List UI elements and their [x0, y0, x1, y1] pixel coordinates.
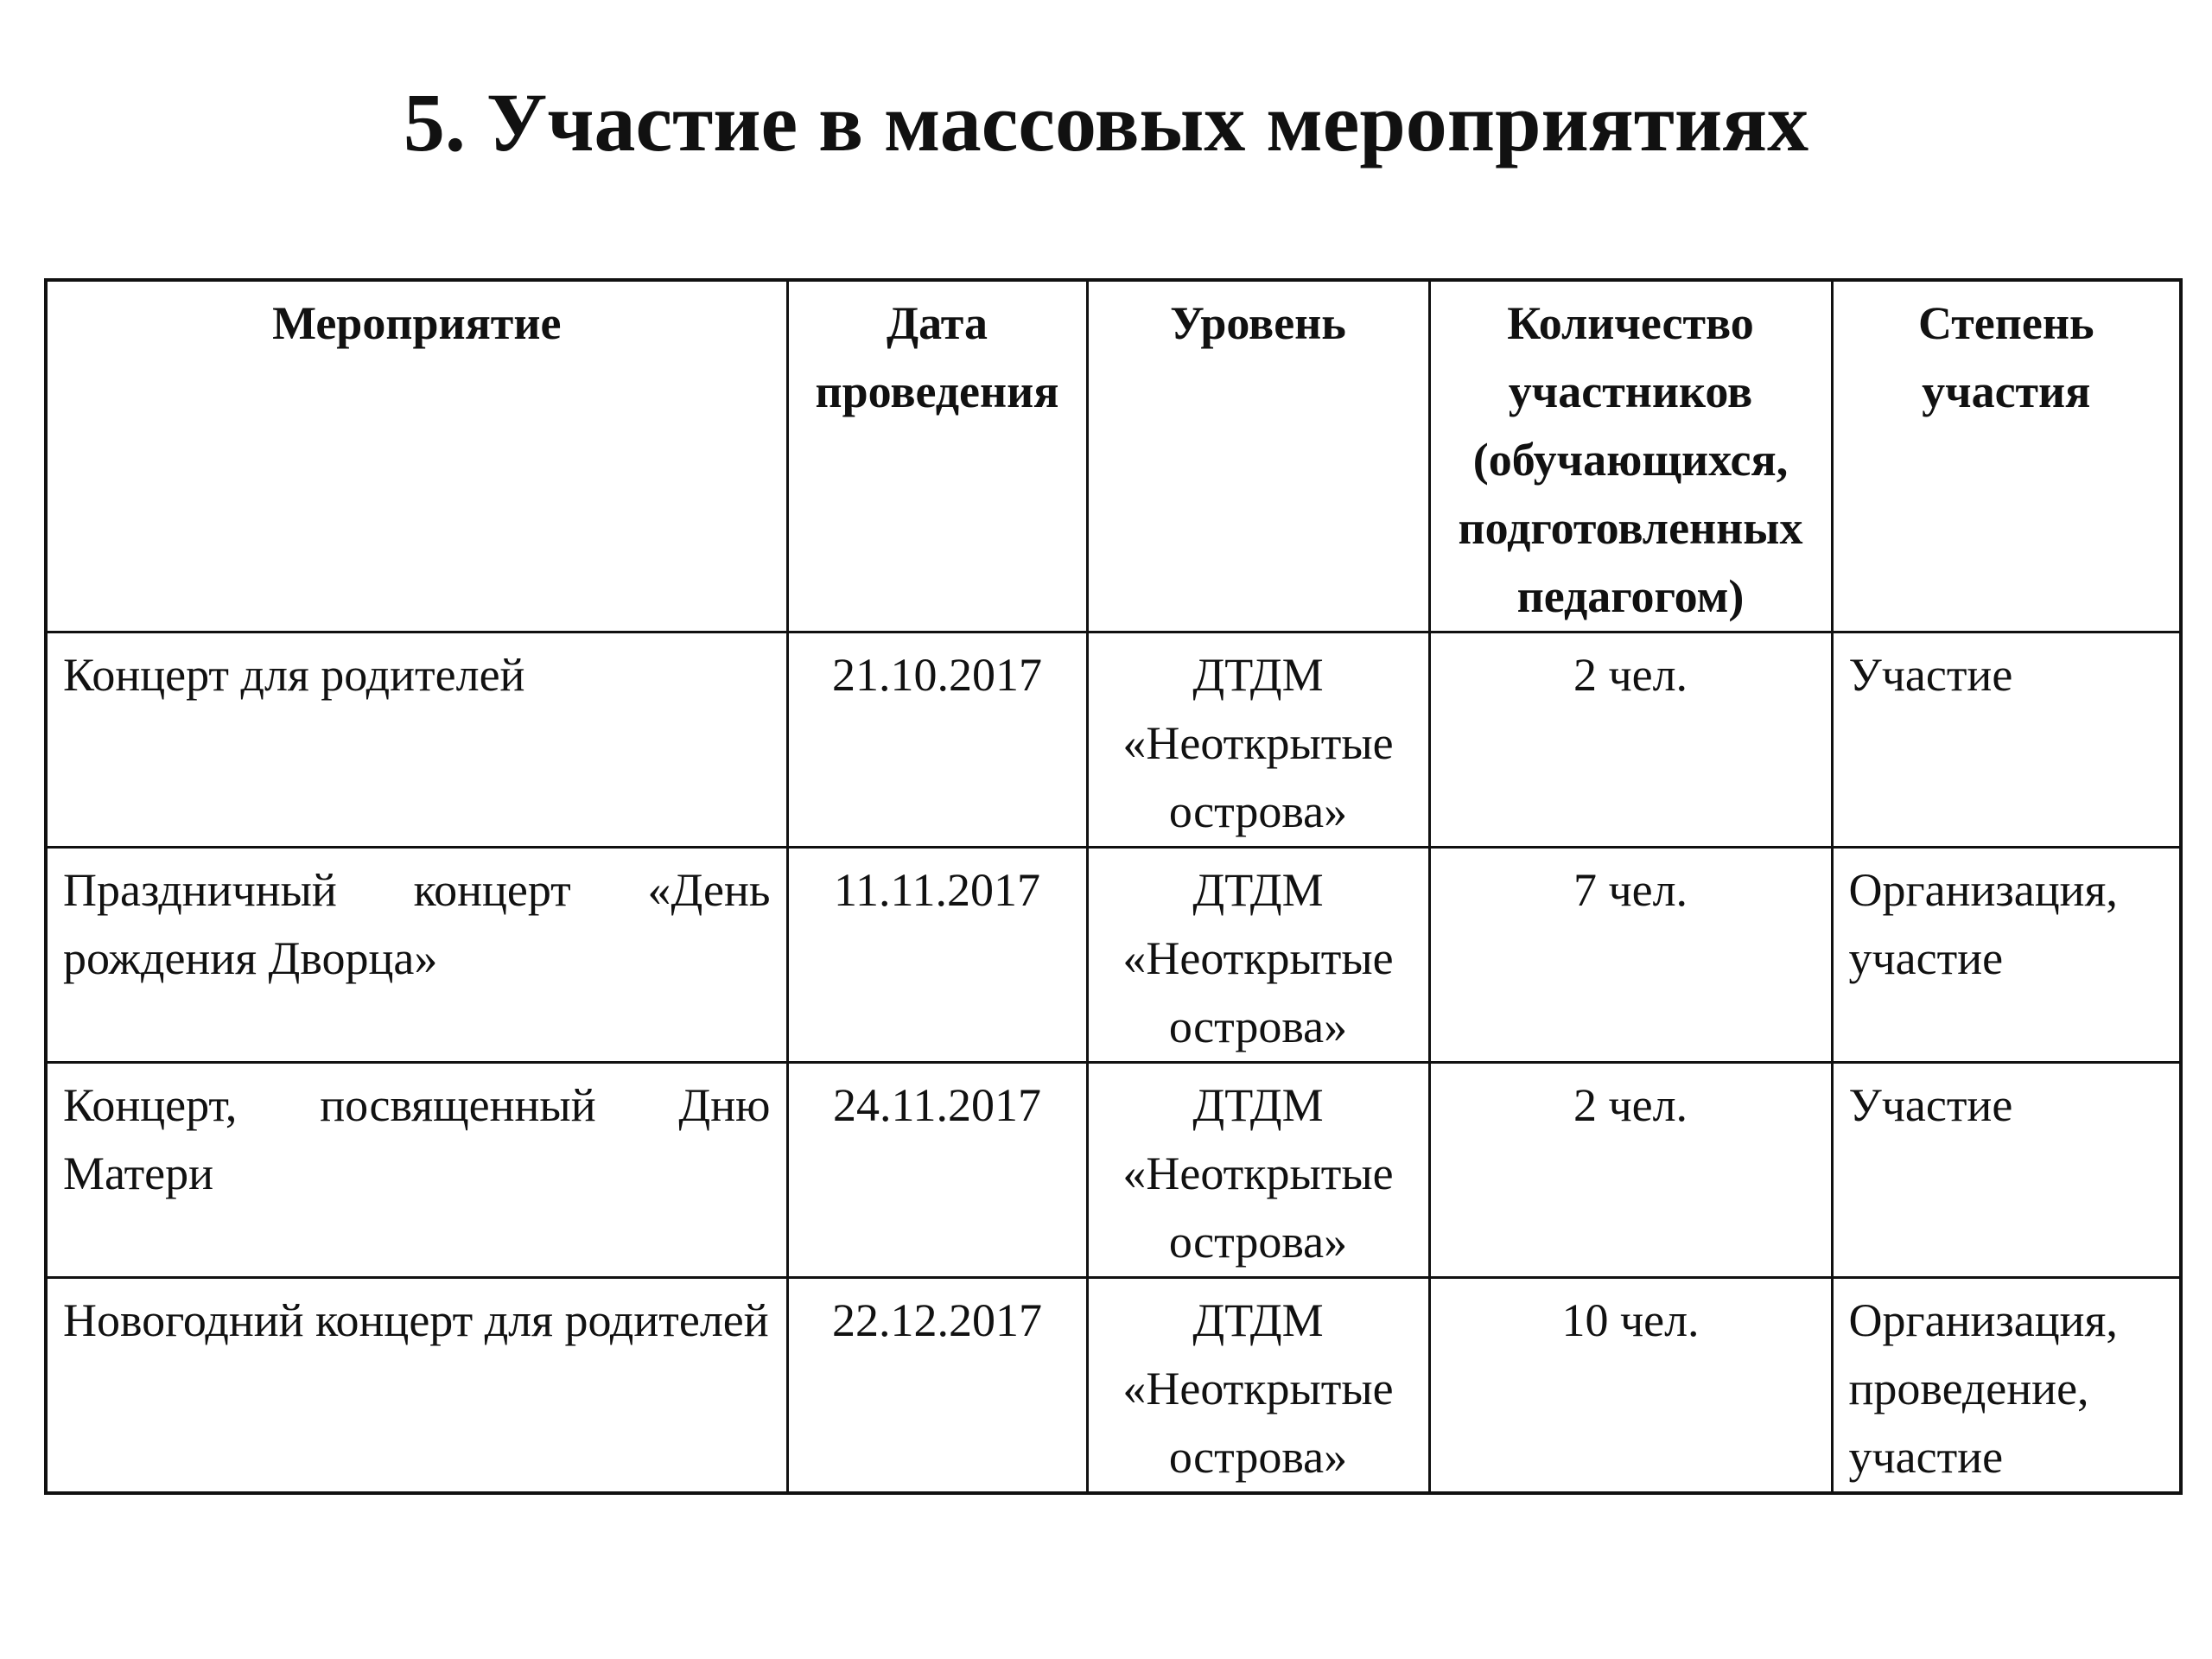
- cell-count: 2 чел.: [1429, 1063, 1832, 1278]
- table-row: [46, 1278, 2181, 1494]
- table-row: [46, 632, 2181, 848]
- cell-count: 10 чел.: [1429, 1278, 1832, 1494]
- cell-level: ДТДМ «Неоткрытые острова»: [1087, 1063, 1429, 1278]
- cell-event: Концерт для родителей: [46, 632, 787, 848]
- cell-date: 21.10.2017: [787, 632, 1087, 848]
- header-event: Мероприятие: [46, 280, 787, 632]
- cell-event: Концерт, посвященный Дню Матери: [46, 1063, 787, 1278]
- cell-count: 7 чел.: [1429, 848, 1832, 1063]
- events-table: [44, 278, 2183, 1495]
- table-row: [46, 1063, 2181, 1278]
- cell-event: Новогодний концерт для родителей: [46, 1278, 787, 1494]
- cell-degree: Организация, проведение, участие: [1832, 1278, 2181, 1494]
- header-date: Дата проведения: [787, 280, 1087, 632]
- cell-date: 22.12.2017: [787, 1278, 1087, 1494]
- cell-degree: Участие: [1832, 1063, 2181, 1278]
- table-header-row: [46, 280, 2181, 632]
- cell-degree: Организация, участие: [1832, 848, 2181, 1063]
- header-count: Количество участников (обучающихся, подготовленных педагогом): [1429, 280, 1832, 632]
- cell-date: 11.11.2017: [787, 848, 1087, 1063]
- page-title: 5. Участие в массовых мероприятиях: [403, 76, 1809, 168]
- cell-level: ДТДМ «Неоткрытые острова»: [1087, 632, 1429, 848]
- header-level: Уровень: [1087, 280, 1429, 632]
- cell-date: 24.11.2017: [787, 1063, 1087, 1278]
- cell-level: ДТДМ «Неоткрытые острова»: [1087, 1278, 1429, 1494]
- cell-degree: Участие: [1832, 632, 2181, 848]
- table-row: [46, 848, 2181, 1063]
- cell-level: ДТДМ «Неоткрытые острова»: [1087, 848, 1429, 1063]
- cell-count: 2 чел.: [1429, 632, 1832, 848]
- header-degree: Степень участия: [1832, 280, 2181, 632]
- cell-event: Праздничный концерт «День рождения Дворца»: [46, 848, 787, 1063]
